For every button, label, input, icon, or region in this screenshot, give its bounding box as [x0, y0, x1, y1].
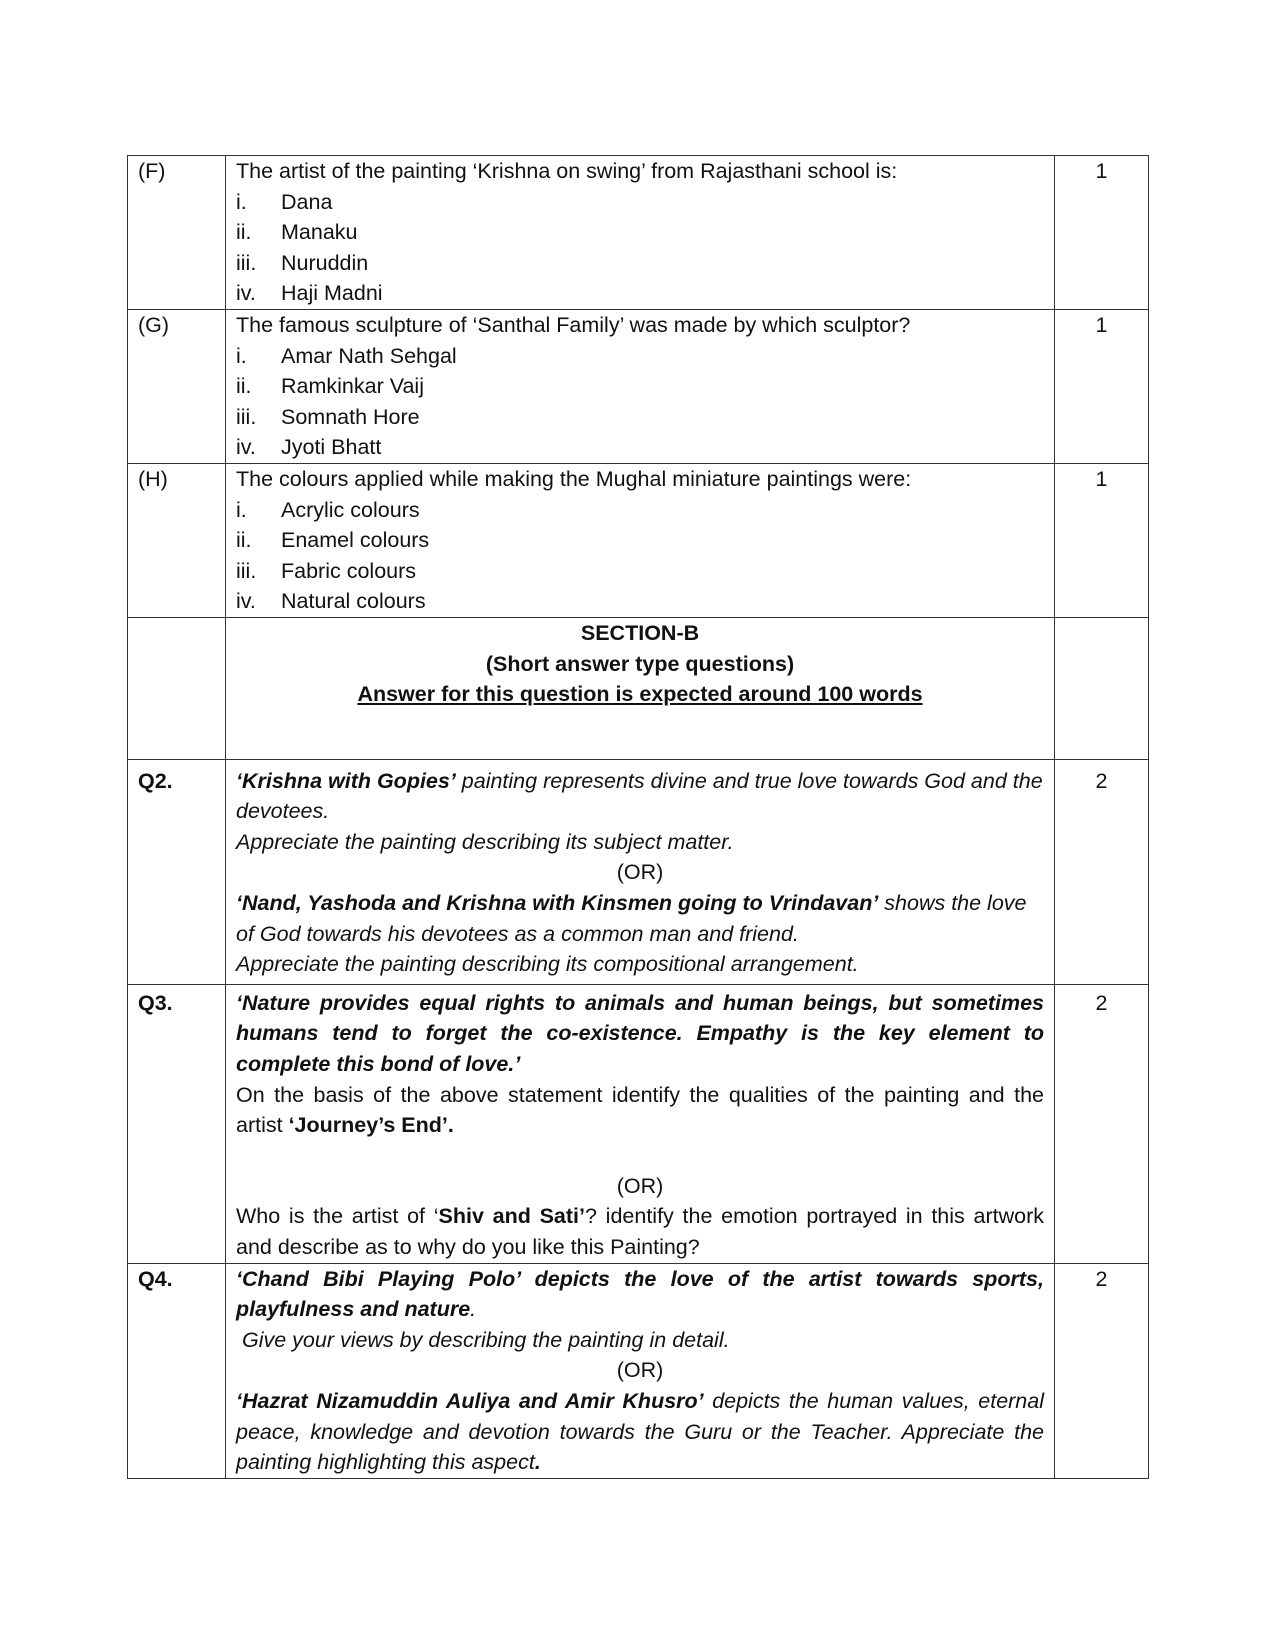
- option-number: i.: [236, 189, 247, 214]
- option: [236, 187, 1044, 218]
- question-text: [236, 1264, 1044, 1325]
- question-body: [226, 463, 1055, 617]
- option-text: Fabric colours: [281, 558, 417, 583]
- question-text-rest: painting represents divine and true love towards God and the devotees.: [236, 768, 1043, 824]
- option-text: Acrylic colours: [281, 497, 420, 522]
- painting-title: Shiv and Sati’: [438, 1204, 585, 1229]
- option-text: Haji Madni: [281, 281, 383, 306]
- or-divider: (OR): [616, 1358, 664, 1383]
- option: [236, 586, 1044, 617]
- option-text: Jyoti Bhatt: [281, 435, 382, 460]
- question-text: The artist of the painting ‘Krishna on swing’ from Rajasthani school is:: [236, 159, 898, 183]
- question-text-rest: shows the love of God towards his devotees as a common man and friend.: [236, 891, 1027, 946]
- option: [236, 217, 1044, 248]
- option-number: iv.: [236, 435, 256, 460]
- or-divider: (OR): [616, 860, 664, 885]
- option: [236, 432, 1044, 463]
- option-text: Manaku: [281, 220, 358, 245]
- option-number: iv.: [236, 589, 256, 614]
- empty-cell: [128, 617, 226, 759]
- marks: 2: [1055, 984, 1149, 1263]
- option: [236, 556, 1044, 587]
- question-text: [236, 1201, 1044, 1262]
- marks: 2: [1055, 759, 1149, 984]
- option-number: i.: [236, 497, 247, 522]
- question-row-g: [128, 309, 1149, 463]
- question-number: Q3.: [128, 984, 226, 1263]
- option-text: Amar Nath Sehgal: [281, 343, 457, 368]
- option-number: iii.: [236, 404, 257, 429]
- option-number: iii.: [236, 250, 257, 275]
- option: [236, 371, 1044, 402]
- option-text: Ramkinkar Vaij: [281, 374, 424, 399]
- question-text-rest: .: [470, 1297, 477, 1322]
- question-instruction: Give your views by describing the painting in detail.: [236, 1327, 730, 1352]
- option-number: ii.: [236, 220, 252, 245]
- question-text: [236, 1080, 1044, 1141]
- option: [236, 495, 1044, 526]
- question-text-rest: depicts the human values, eternal peace, knowledge and devotion towards the Guru or the Teacher. Appreciate the painting highlighting this aspect: [236, 1388, 1044, 1475]
- option-number: ii.: [236, 374, 252, 399]
- quote: ‘Nature provides equal rights to animals and human beings, but sometimes humans tend to forget the co-existence. Empathy is the key element to complete this bond of love.’: [236, 990, 1044, 1077]
- question-text-rest: Who is the artist of ‘: [236, 1204, 439, 1229]
- painting-title: ‘Krishna with Gopies’: [236, 768, 456, 793]
- option-number: i.: [236, 343, 247, 368]
- question-text: [236, 1386, 1044, 1478]
- marks: 1: [1055, 156, 1149, 310]
- option: [236, 341, 1044, 372]
- painting-title: ‘Hazrat Nizamuddin Auliya and Amir Khusro’: [236, 1388, 704, 1413]
- option-text: Dana: [281, 189, 333, 214]
- question-row-q2: [128, 759, 1149, 984]
- section-note: Answer for this question is expected around 100 words: [357, 682, 923, 707]
- question-number: (G): [128, 309, 226, 463]
- painting-title: ‘Journey’s End’.: [288, 1113, 454, 1138]
- question-body: [226, 1263, 1055, 1478]
- question-number: (H): [128, 463, 226, 617]
- question-text-rest: ? identify the emotion portrayed in this artwork and describe as to why do you like this Painting?: [236, 1204, 1044, 1259]
- or-divider: (OR): [616, 1173, 664, 1198]
- option-number: iv.: [236, 281, 256, 306]
- option-number: ii.: [236, 528, 252, 553]
- question-row-h: [128, 463, 1149, 617]
- section-header: [226, 617, 1055, 759]
- question-instruction: Appreciate the painting describing its subject matter.: [236, 829, 734, 854]
- option: [236, 278, 1044, 309]
- question-number: (F): [128, 156, 226, 310]
- option-text: Nuruddin: [281, 250, 369, 275]
- question-instruction: Appreciate the painting describing its compositional arrangement.: [236, 952, 859, 977]
- question-row-f: [128, 156, 1149, 310]
- option: [236, 248, 1044, 279]
- question-body: [226, 759, 1055, 984]
- option: [236, 525, 1044, 556]
- question-body: [226, 984, 1055, 1263]
- section-header-row: [128, 617, 1149, 759]
- question-row-q3: [128, 984, 1149, 1263]
- question-row-q4: [128, 1263, 1149, 1478]
- option-text: Somnath Hore: [281, 404, 420, 429]
- question-text-rest: On the basis of the above statement identify the qualities of the painting and the artist: [236, 1082, 1044, 1138]
- marks: 1: [1055, 463, 1149, 617]
- empty-cell: [1055, 617, 1149, 759]
- question-text: [236, 888, 1044, 949]
- marks: 2: [1055, 1263, 1149, 1478]
- question-table: [127, 155, 1149, 1479]
- section-title: SECTION-B: [580, 620, 700, 645]
- question-text: [236, 766, 1044, 827]
- option-text: Natural colours: [281, 589, 426, 614]
- painting-title: ‘Chand Bibi Playing Polo’ depicts the love of the artist towards sports, playfulness and nature: [236, 1266, 1044, 1322]
- question-text: The famous sculpture of ‘Santhal Family’ was made by which sculptor?: [236, 312, 911, 337]
- painting-title: ‘Nand, Yashoda and Krishna with Kinsmen going to Vrindavan’: [236, 891, 879, 916]
- question-body: [226, 309, 1055, 463]
- option: [236, 402, 1044, 433]
- question-number: Q4.: [128, 1263, 226, 1478]
- marks: 1: [1055, 309, 1149, 463]
- question-body: [226, 156, 1055, 310]
- question-text-end: .: [534, 1450, 541, 1475]
- option-number: iii.: [236, 558, 257, 583]
- question-number: Q2.: [128, 759, 226, 984]
- section-subtitle: (Short answer type questions): [485, 651, 795, 676]
- option-text: Enamel colours: [281, 528, 430, 553]
- question-text: The colours applied while making the Mughal miniature paintings were:: [236, 466, 912, 491]
- spacer: [236, 1141, 1044, 1171]
- spacer: [236, 710, 1044, 759]
